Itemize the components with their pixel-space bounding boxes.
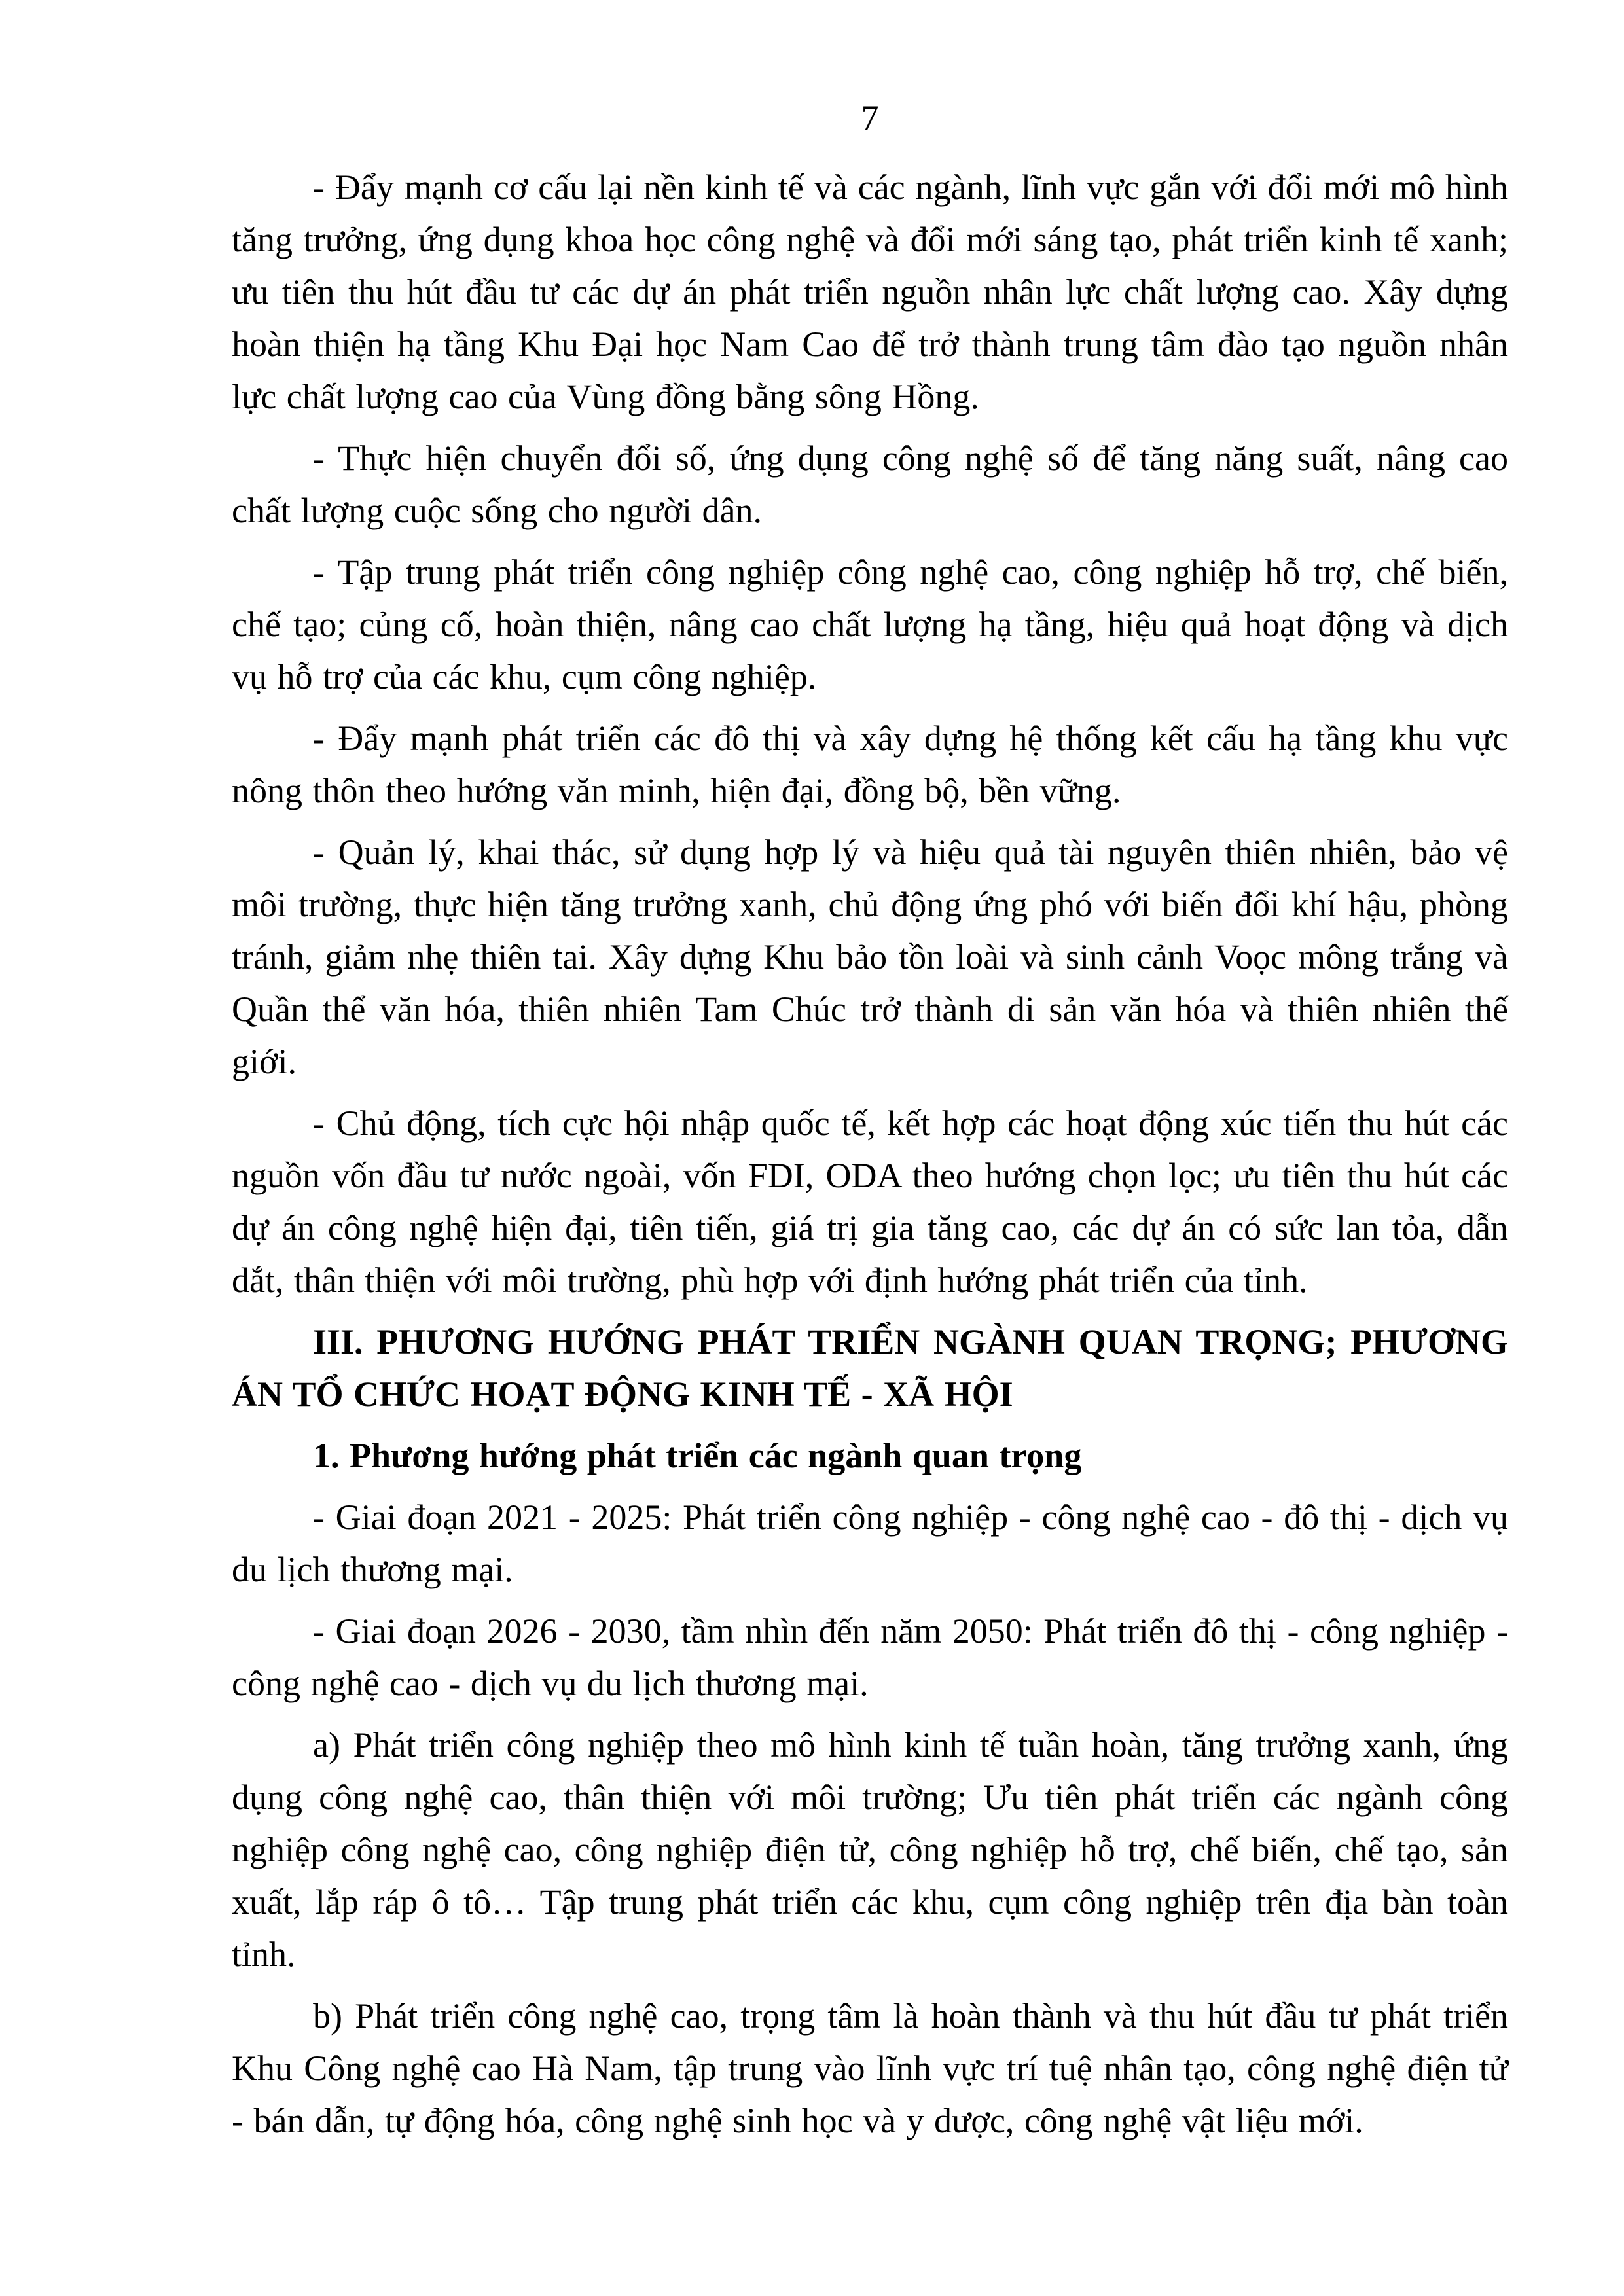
paragraph-hightech-industry: - Tập trung phát triển công nghiệp công nghệ cao, công nghiệp hỗ trợ, chế biến, chế tạo; củng cố, hoàn thiện, nâng cao chất lượng hạ tầng, hiệu quả hoạt động và dịch vụ hỗ trợ của các khu, cụm công nghiệp.	[232, 552, 1508, 696]
paragraph-urban-infrastructure: - Đẩy mạnh phát triển các đô thị và xây dựng hệ thống kết cấu hạ tầng khu vực nông thôn theo hướng văn minh, hiện đại, đồng bộ, bền vững.	[232, 719, 1508, 810]
subsection-heading-1: 1. Phương hướng phát triển các ngành quan trọng	[313, 1436, 1082, 1475]
paragraph-a-industry-development: a) Phát triển công nghiệp theo mô hình kinh tế tuần hoàn, tăng trưởng xanh, ứng dụng công nghệ cao, thân thiện với môi trường; Ưu tiên phát triển các ngành công nghiệp công nghệ cao, công nghiệp điện tử, công nghiệp hỗ trợ, chế biến, chế tạo, sản xuất, lắp ráp ô tô… Tập trung phát triển các khu, cụm công nghiệp trên địa bàn toàn tỉnh.	[232, 1725, 1508, 1974]
paragraph-period-2026-2030: - Giai đoạn 2026 - 2030, tầm nhìn đến năm 2050: Phát triển đô thị - công nghiệp - công nghệ cao - dịch vụ du lịch thương mại.	[232, 1611, 1508, 1703]
paragraph-b-hightech-development: b) Phát triển công nghệ cao, trọng tâm là hoàn thành và thu hút đầu tư phát triển Khu Công nghệ cao Hà Nam, tập trung vào lĩnh vực trí tuệ nhân tạo, công nghệ điện tử - bán dẫn, tự động hóa, công nghệ sinh học và y dược, công nghệ vật liệu mới.	[232, 1996, 1508, 2140]
section-heading-iii: III. PHƯƠNG HƯỚNG PHÁT TRIỂN NGÀNH QUAN TRỌNG; PHƯƠNG ÁN TỔ CHỨC HOẠT ĐỘNG KINH TẾ - XÃ HỘI	[232, 1322, 1508, 1414]
paragraph-natural-resources: - Quản lý, khai thác, sử dụng hợp lý và hiệu quả tài nguyên thiên nhiên, bảo vệ môi trường, thực hiện tăng trưởng xanh, chủ động ứng phó với biến đổi khí hậu, phòng tránh, giảm nhẹ thiên tai. Xây dựng Khu bảo tồn loài và sinh cảnh Voọc mông trắng và Quần thể văn hóa, thiên nhiên Tam Chúc trở thành di sản văn hóa và thiên nhiên thế giới.	[232, 833, 1508, 1081]
paragraph-international-integration: - Chủ động, tích cực hội nhập quốc tế, kết hợp các hoạt động xúc tiến thu hút các nguồn vốn đầu tư nước ngoài, vốn FDI, ODA theo hướng chọn lọc; ưu tiên thu hút các dự án công nghệ hiện đại, tiên tiến, giá trị gia tăng cao, các dự án có sức lan tỏa, dẫn dắt, thân thiện với môi trường, phù hợp với định hướng phát triển của tỉnh.	[232, 1103, 1508, 1300]
document-body	[232, 161, 1508, 2147]
paragraph-restructure-economy: - Đẩy mạnh cơ cấu lại nền kinh tế và các ngành, lĩnh vực gắn với đổi mới mô hình tăng trưởng, ứng dụng khoa học công nghệ và đổi mới sáng tạo, phát triển kinh tế xanh; ưu tiên thu hút đầu tư các dự án phát triển nguồn nhân lực chất lượng cao. Xây dựng hoàn thiện hạ tầng Khu Đại học Nam Cao để trở thành trung tâm đào tạo nguồn nhân lực chất lượng cao của Vùng đồng bằng sông Hồng.	[232, 168, 1508, 416]
paragraph-digital-transformation: - Thực hiện chuyển đổi số, ứng dụng công nghệ số để tăng năng suất, nâng cao chất lượng cuộc sống cho người dân.	[232, 439, 1508, 530]
page-number: 7	[861, 98, 879, 137]
paragraph-period-2021-2025: - Giai đoạn 2021 - 2025: Phát triển công nghiệp - công nghệ cao - đô thị - dịch vụ du lịch thương mại.	[232, 1498, 1508, 1589]
